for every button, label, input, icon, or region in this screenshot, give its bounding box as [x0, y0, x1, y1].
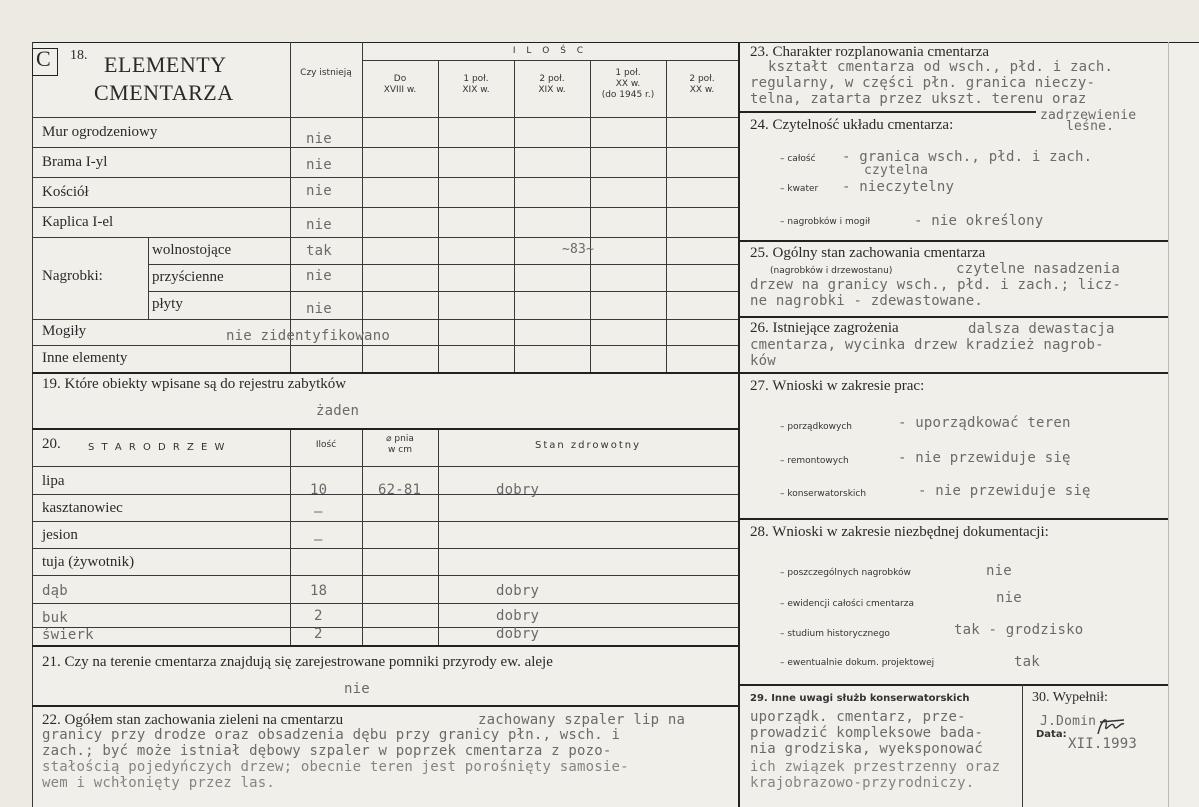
period-col-4: [666, 74, 738, 96]
signature-mark: [1094, 712, 1130, 742]
rule: [514, 60, 515, 372]
nagrobki-quantity: ~83~: [562, 242, 595, 257]
q27-item-value: - nie przewiduje się: [918, 483, 1091, 499]
q30-name: J.Domin: [1040, 714, 1097, 729]
tree-diam: 62-81: [378, 482, 422, 498]
rule: [32, 466, 738, 467]
rule: [740, 316, 1168, 318]
tree-qty: 18: [310, 583, 328, 599]
q28-item-value: tak: [1014, 654, 1040, 670]
period-line1: 2 poł.: [539, 74, 565, 84]
tree-name: kasztanowiec: [42, 500, 123, 516]
tree-name: świerk: [42, 627, 94, 643]
section-title-line2: CMENTARZA: [94, 80, 234, 105]
q27-item-label: – porządkowych: [780, 422, 852, 432]
q25-line1: czytelne nasadzenia: [956, 261, 1120, 277]
q24-nagrobkow-value: - nie określony: [914, 213, 1044, 229]
rule: [740, 240, 1168, 242]
tree-name: jesion: [42, 527, 78, 543]
tree-name: tuja (żywotnik): [42, 554, 135, 570]
q19-answer: żaden: [316, 403, 360, 419]
q22-line3: zach.; być może istniał dębowy szpaler w poprzek cmentarza z pozo-: [42, 743, 612, 759]
row-label-kaplica: Kaplica I-el: [42, 214, 114, 230]
tree-name: buk: [42, 610, 68, 626]
q20-col-diam-line2: w cm: [388, 445, 412, 455]
rule: [32, 117, 738, 118]
q20-col-diam-line1: ⌀ pnia: [386, 434, 414, 444]
q24-nagrobkow-label: – nagrobków i mogił: [780, 217, 871, 227]
q30-label: 30. Wypełnił:: [1032, 690, 1108, 705]
nagrobki-plyty-exists: nie: [306, 301, 332, 317]
rule: [1022, 684, 1023, 807]
rule: [738, 42, 740, 807]
q25-line3: ne nagrobki - zdewastowane.: [750, 293, 983, 309]
q28-item-value: tak - grodzisko: [954, 622, 1084, 638]
q24-kwater-value: - nieczytelny: [842, 179, 955, 195]
q22-line1: zachowany szpaler lip na: [478, 712, 686, 728]
period-line2: XVIII w.: [383, 85, 417, 95]
q25-sublabel: (nagrobków i drzewostanu): [770, 266, 893, 276]
period-line1: 2 poł.: [689, 74, 715, 84]
row-exists-mur: nie: [306, 131, 332, 147]
q23-line2: regularny, w części płn. granica nieczy-: [750, 75, 1096, 91]
tree-qty: –: [314, 532, 323, 548]
rule: [32, 345, 738, 346]
rule: [148, 264, 738, 265]
nagrobki-label: Nagrobki:: [42, 268, 103, 284]
period-line2: XX w.: [615, 79, 641, 89]
q20-number: 20.: [42, 436, 61, 452]
q25-label: 25. Ogólny stan zachowania cmentarza: [750, 245, 986, 261]
rule: [32, 207, 738, 208]
rule: [148, 291, 738, 292]
mogily-value: nie zidentyfikowano: [226, 328, 390, 344]
mogily-label: Mogiły: [42, 323, 87, 339]
q29-line4: ich związek przestrzenny oraz: [750, 759, 1001, 775]
rule: [32, 147, 738, 148]
q28-item-label: – poszczególnych nagrobków: [780, 568, 911, 578]
q23-label: 23. Charakter rozplanowania cmentarza: [750, 44, 990, 60]
rule: [32, 705, 738, 707]
rule: [32, 645, 738, 647]
rule: [32, 627, 738, 628]
row-exists-kosciol: nie: [306, 183, 332, 199]
rule: [32, 42, 33, 807]
tree-qty: –: [314, 504, 323, 520]
q28-item-label: – studium historycznego: [780, 629, 890, 639]
rule: [32, 603, 738, 604]
q26-line3: ków: [750, 353, 776, 369]
period-col-0: [362, 74, 438, 96]
q23-line4: zadrzewienie: [1040, 108, 1137, 123]
rule: [32, 319, 738, 320]
q24-calosc-value2: czytelna: [864, 163, 929, 178]
tree-health: dobry: [496, 626, 540, 642]
q28-label: 28. Wnioski w zakresie niezbędnej dokumentacji:: [750, 524, 1049, 540]
rule: [740, 684, 1168, 686]
row-exists-kaplica: nie: [306, 217, 332, 233]
col-exists-header: Czy istnieją: [300, 68, 352, 78]
q27-item-value: - uporządkować teren: [898, 415, 1071, 431]
q23-line3: telna, zatarta przez ukszt. terenu oraz: [750, 91, 1087, 107]
q29-line5: krajobrazowo-przyrodniczy.: [750, 775, 975, 791]
q23-line1: kształt cmentarza od wsch., płd. i zach.: [768, 59, 1114, 75]
rule: [590, 60, 591, 372]
period-line1: Do: [393, 74, 407, 84]
period-col-2: [514, 74, 590, 96]
rule: [32, 428, 738, 430]
row-label-kosciol: Kościół: [42, 184, 89, 200]
row-exists-brama: nie: [306, 157, 332, 173]
q23-line5: leśne.: [1066, 119, 1115, 134]
period-line2: XX w.: [689, 85, 715, 95]
nagrobki-przyscienne-label: przyścienne: [152, 269, 224, 285]
q28-item-label: – ewentualnie dokum. projektowej: [780, 658, 935, 668]
tree-health: dobry: [496, 583, 540, 599]
q22-line4: stałością pojedyńczych drzew; obecnie teren jest porośnięty samosie-: [42, 759, 629, 775]
q20-col-diam: [362, 434, 438, 456]
q28-item-value: nie: [986, 563, 1012, 579]
q29-line2: prowadzić kompleksowe bada-: [750, 725, 983, 741]
nagrobki-wolnostojace-label: wolnostojące: [152, 242, 232, 258]
rule: [32, 548, 738, 549]
rule: [32, 372, 738, 374]
q24-label: 24. Czytelność układu cmentarza:: [750, 117, 954, 133]
row-label-brama: Brama I-yl: [42, 154, 108, 170]
q27-label: 27. Wnioski w zakresie prac:: [750, 378, 925, 394]
q28-item-label: – ewidencji całości cmentarza: [780, 599, 914, 609]
period-line3: (do 1945 r.): [601, 90, 655, 100]
rule: [740, 111, 1036, 113]
q29-label: 29. Inne uwagi służb konserwatorskich: [750, 693, 970, 704]
q24-kwater-label: – kwater: [780, 184, 819, 194]
q27-item-label: – remontowych: [780, 456, 849, 466]
q20-col-qty: Ilość: [315, 440, 337, 450]
q24-calosc-label: – całość: [780, 154, 816, 164]
period-line1: 1 poł.: [615, 68, 641, 78]
q27-item-label: – konserwatorskich: [780, 489, 867, 499]
rule: [148, 237, 149, 319]
q26-line2: cmentarza, wycinka drzew kradzież nagrob-: [750, 337, 1104, 353]
nagrobki-wolnostojace-exists: tak: [306, 243, 332, 259]
period-col-3: [590, 68, 666, 101]
section-title-line1: ELEMENTY: [104, 52, 227, 77]
rule: [438, 60, 439, 372]
inne-elementy-label: Inne elementy: [42, 350, 128, 366]
rule: [290, 430, 291, 645]
q26-label: 26. Istniejące zagrożenia: [750, 320, 899, 336]
period-line2: XIX w.: [462, 85, 490, 95]
q24-calosc-value: - granica wsch., płd. i zach.: [842, 149, 1093, 165]
period-col-1: [438, 74, 514, 96]
tree-health: dobry: [496, 482, 540, 498]
rule: [32, 521, 738, 522]
rule: [32, 237, 738, 238]
q22-line5: wem i wchłonięty przez las.: [42, 775, 275, 791]
rule: [32, 575, 738, 576]
q21-answer: nie: [344, 681, 370, 697]
section-number: 18.: [70, 48, 88, 63]
tree-qty: 2: [314, 608, 323, 624]
period-line1: 1 poł.: [463, 74, 489, 84]
period-line2: XIX w.: [538, 85, 566, 95]
rule: [32, 42, 1199, 43]
q22-label: 22. Ogółem stan zachowania zieleni na cmentarzu: [42, 712, 344, 728]
q20-title: S T A R O D R Z E W: [88, 442, 227, 453]
col-qty-header: I L O Ś C: [512, 46, 588, 56]
nagrobki-plyty-label: płyty: [152, 296, 183, 312]
q30-date-label: Data:: [1036, 729, 1067, 740]
q30-date: XII.1993: [1068, 736, 1138, 752]
section-letter: C: [36, 46, 51, 71]
row-label-mur: Mur ogrodzeniowy: [42, 124, 158, 140]
tree-name: dąb: [42, 583, 68, 599]
tree-qty: 2: [314, 626, 323, 642]
nagrobki-przyscienne-exists: nie: [306, 268, 332, 284]
rule: [438, 430, 439, 645]
tree-qty: 10: [310, 482, 328, 498]
rule: [32, 177, 738, 178]
q20-col-health: Stan zdrowotny: [535, 440, 641, 451]
q19-label: 19. Które obiekty wpisane są do rejestru zabytków: [42, 376, 347, 392]
rule: [666, 60, 667, 372]
tree-health: dobry: [496, 608, 540, 624]
q22-line2: granicy przy drodze oraz obsadzenia dębu przy granicy płn., wsch. i: [42, 727, 621, 743]
q26-line1: dalsza dewastacja: [968, 321, 1115, 337]
card-edge: [1168, 42, 1169, 807]
rule: [362, 430, 363, 645]
q29-line3: nia grodziska, wyeksponować: [750, 741, 983, 757]
q29-line1: uporządk. cmentarz, prze-: [750, 709, 966, 725]
rule: [740, 372, 1168, 374]
q28-item-value: nie: [996, 590, 1022, 606]
q21-label: 21. Czy na terenie cmentarza znajdują się zarejestrowane pomniki przyrody ew. aleje: [42, 654, 553, 670]
tree-name: lipa: [42, 473, 65, 489]
rule: [740, 518, 1168, 520]
q25-line2: drzew na granicy wsch., płd. i zach.; licz-: [750, 277, 1122, 293]
q27-item-value: - nie przewiduje się: [898, 450, 1071, 466]
rule: [362, 60, 738, 61]
